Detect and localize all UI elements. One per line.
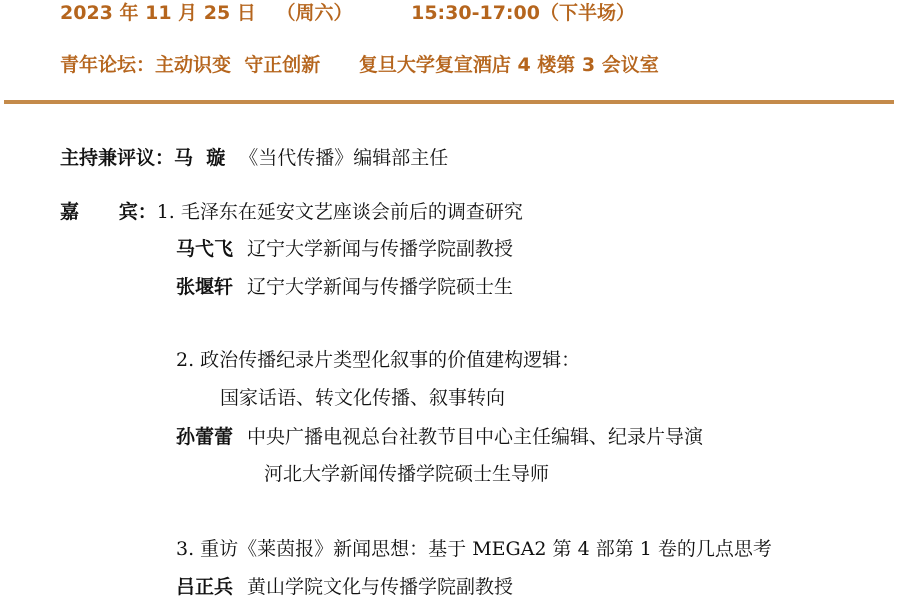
header-divider (4, 100, 894, 104)
speaker-affiliation: 中央广播电视总台社教节目中心主任编辑、纪录片导演 (247, 426, 704, 448)
session-time: 15:30-17:00（下半场） (411, 2, 635, 24)
session-venue: 复旦大学复宣酒店 4 楼第 3 会议室 (358, 54, 659, 76)
session-time-line (60, 1, 635, 25)
host-label: 主持兼评议： (60, 147, 175, 169)
host-line (60, 146, 448, 170)
speaker-name: 孙蕾蕾 (176, 426, 234, 448)
talk-1-title: 1. 毛泽东在延安文艺座谈会前后的调查研究 (156, 201, 523, 223)
speaker-name: 张堰轩 (176, 276, 234, 298)
talk-3-title: 3. 重访《莱茵报》新闻思想：基于 MEGA2 第 4 部第 1 卷的几点思考 (176, 538, 772, 560)
talk-3-speaker-1 (176, 575, 513, 599)
speaker-affiliation-2: 河北大学新闻传播学院硕士生导师 (264, 463, 550, 485)
speaker-affiliation: 黄山学院文化与传播学院副教授 (247, 576, 514, 598)
host-name: 马 璇 (174, 147, 226, 169)
guests-label: 嘉 宾： (60, 201, 157, 223)
forum-line (60, 53, 659, 77)
talk-2-title: 2. 政治传播纪录片类型化叙事的价值建构逻辑： (176, 349, 581, 371)
forum-title: 青年论坛：主动识变 守正创新 (60, 54, 321, 76)
speaker-affiliation: 辽宁大学新闻与传播学院硕士生 (247, 276, 514, 298)
host-role: 《当代传播》编辑部主任 (239, 147, 449, 169)
speaker-name: 马弋飞 (176, 238, 234, 260)
speaker-affiliation: 辽宁大学新闻与传播学院副教授 (247, 238, 514, 260)
speaker-name: 吕正兵 (176, 576, 234, 598)
talk-2-subtitle: 国家话语、转文化传播、叙事转向 (220, 387, 506, 409)
guests-line (60, 200, 523, 224)
session-date: 2023 年 11 月 25 日 (60, 2, 256, 24)
talk-2-speaker-1 (176, 425, 703, 449)
talk-1-speaker-1 (176, 237, 513, 261)
talk-1-speaker-2 (176, 275, 513, 299)
session-weekday: （周六） (276, 2, 353, 24)
